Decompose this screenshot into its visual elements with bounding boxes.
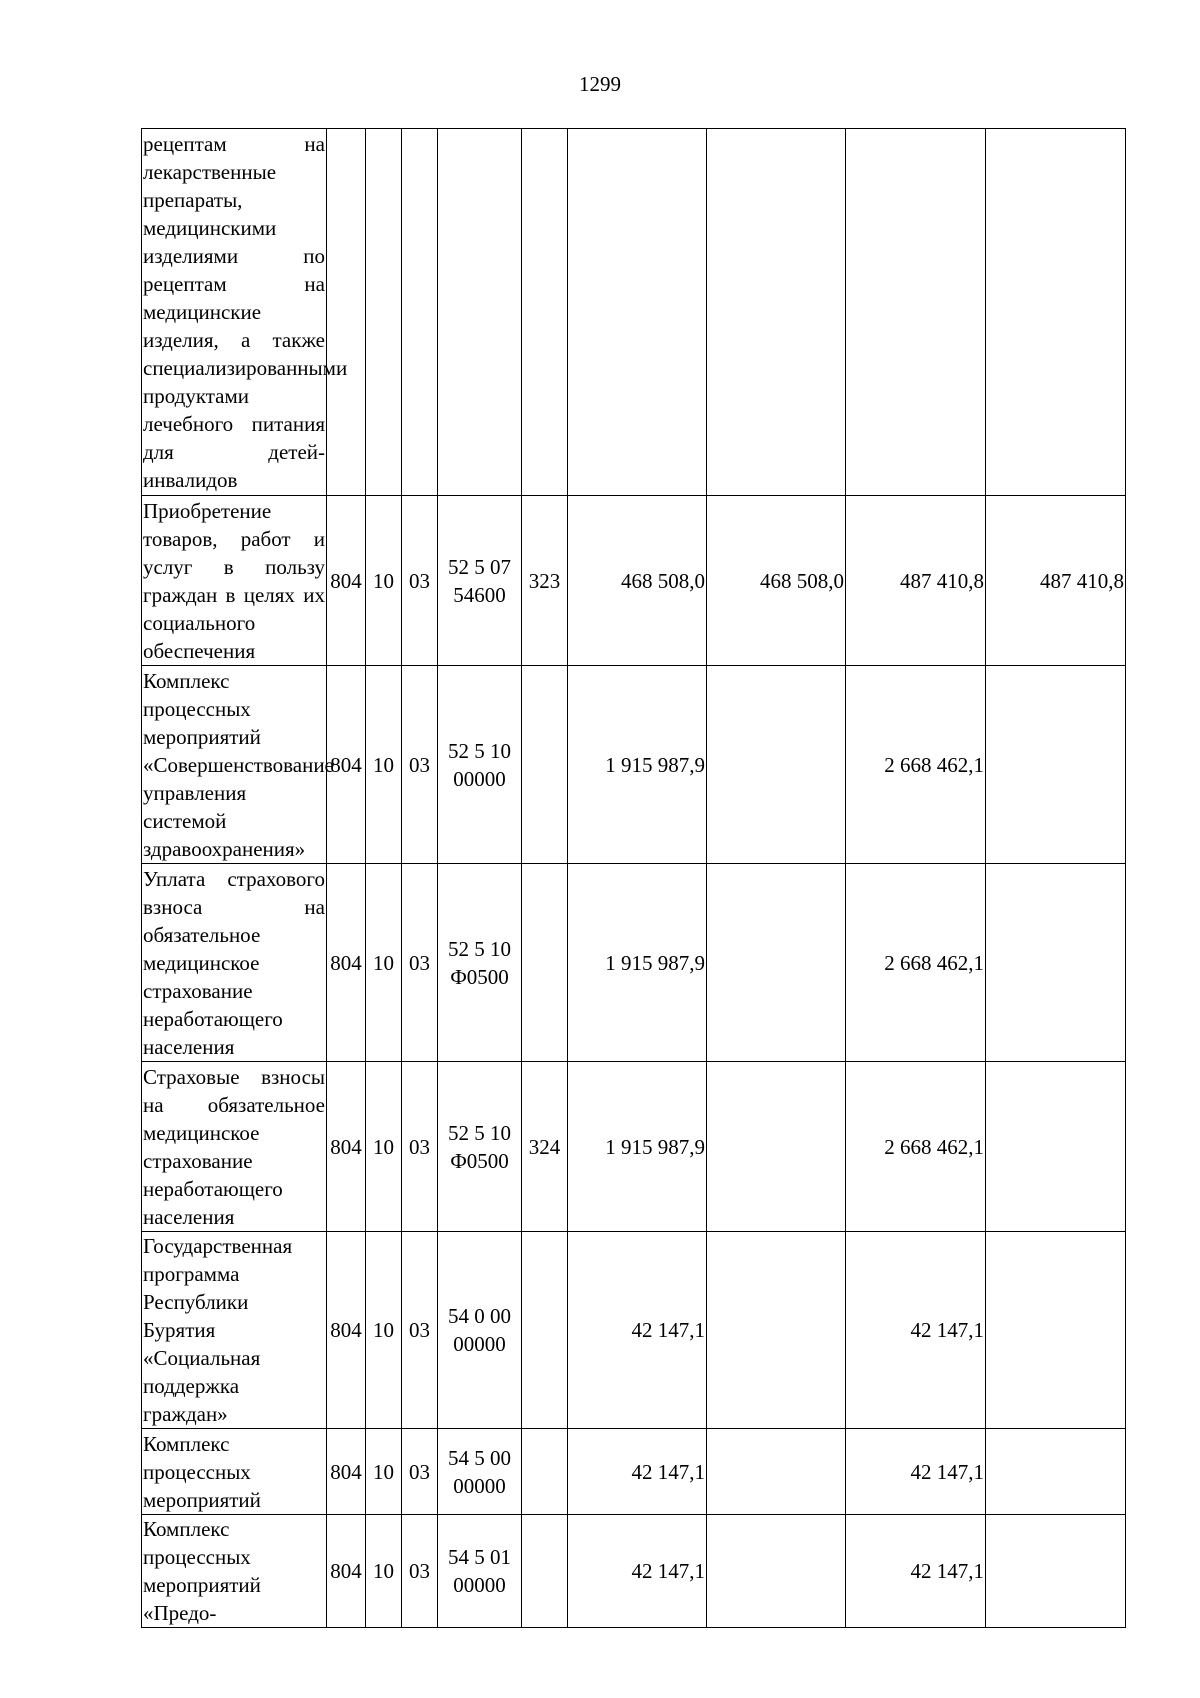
cell-name: Комплекс процессных мероприятий «Предо- xyxy=(142,1515,327,1628)
cell-pr: 03 xyxy=(402,1062,438,1232)
cell-sum-2 xyxy=(707,129,846,496)
cell-sum-3: 42 147,1 xyxy=(846,1232,986,1429)
cell-gr: 804 xyxy=(327,496,366,666)
cell-pr: 03 xyxy=(402,496,438,666)
cell-csr xyxy=(438,129,522,496)
cell-name: рецептам на лекарственные препараты, медицинскими изделиями по рецептам на медицинские изделия, а также специализированными продуктами лечебного питания для детей-инвалидов xyxy=(142,129,327,496)
cell-sum-4 xyxy=(986,1062,1126,1232)
cell-csr: 54 5 01 00000 xyxy=(438,1515,522,1628)
cell-sum-4 xyxy=(986,1515,1126,1628)
cell-vr xyxy=(522,1429,568,1515)
cell-gr xyxy=(327,129,366,496)
cell-sum-1: 1 915 987,9 xyxy=(568,864,707,1062)
cell-gr: 804 xyxy=(327,864,366,1062)
cell-pr: 03 xyxy=(402,1232,438,1429)
cell-rz: 10 xyxy=(366,1232,402,1429)
cell-sum-2 xyxy=(707,666,846,864)
cell-sum-1 xyxy=(568,129,707,496)
cell-pr: 03 xyxy=(402,864,438,1062)
cell-sum-1: 42 147,1 xyxy=(568,1515,707,1628)
cell-csr: 52 5 10 Ф0500 xyxy=(438,1062,522,1232)
cell-pr: 03 xyxy=(402,1515,438,1628)
cell-sum-4 xyxy=(986,666,1126,864)
cell-pr: 03 xyxy=(402,1429,438,1515)
cell-name: Комплекс процессных мероприятий «Совершенствование управления системой здравоохранения» xyxy=(142,666,327,864)
table-row xyxy=(142,1515,1126,1628)
cell-name: Страховые взносы на обязательное медицинское страхование неработающего населения xyxy=(142,1062,327,1232)
cell-sum-4 xyxy=(986,864,1126,1062)
cell-vr: 323 xyxy=(522,496,568,666)
cell-sum-4 xyxy=(986,129,1126,496)
cell-rz: 10 xyxy=(366,496,402,666)
cell-sum-4 xyxy=(986,1429,1126,1515)
cell-rz: 10 xyxy=(366,666,402,864)
page-number: 1299 xyxy=(579,72,621,96)
cell-name: Приобретение товаров, работ и услуг в пользу граждан в целях их социального обеспечения xyxy=(142,496,327,666)
cell-vr xyxy=(522,129,568,496)
cell-sum-1: 468 508,0 xyxy=(568,496,707,666)
table-row xyxy=(142,129,1126,496)
cell-sum-1: 42 147,1 xyxy=(568,1429,707,1515)
cell-gr: 804 xyxy=(327,1062,366,1232)
cell-sum-1: 1 915 987,9 xyxy=(568,666,707,864)
cell-pr: 03 xyxy=(402,666,438,864)
cell-vr xyxy=(522,666,568,864)
cell-csr: 54 0 00 00000 xyxy=(438,1232,522,1429)
cell-sum-4: 487 410,8 xyxy=(986,496,1126,666)
cell-gr: 804 xyxy=(327,666,366,864)
cell-vr xyxy=(522,1232,568,1429)
table-row xyxy=(142,1429,1126,1515)
cell-vr: 324 xyxy=(522,1062,568,1232)
cell-csr: 52 5 10 00000 xyxy=(438,666,522,864)
cell-csr: 54 5 00 00000 xyxy=(438,1429,522,1515)
cell-csr: 52 5 10 Ф0500 xyxy=(438,864,522,1062)
cell-sum-3 xyxy=(846,129,986,496)
cell-sum-3: 42 147,1 xyxy=(846,1429,986,1515)
cell-gr: 804 xyxy=(327,1232,366,1429)
cell-sum-3: 2 668 462,1 xyxy=(846,666,986,864)
cell-csr: 52 5 07 54600 xyxy=(438,496,522,666)
cell-rz: 10 xyxy=(366,1429,402,1515)
cell-sum-3: 2 668 462,1 xyxy=(846,864,986,1062)
cell-gr: 804 xyxy=(327,1515,366,1628)
cell-name: Комплекс процессных мероприятий xyxy=(142,1429,327,1515)
cell-gr: 804 xyxy=(327,1429,366,1515)
cell-pr xyxy=(402,129,438,496)
cell-sum-2 xyxy=(707,1232,846,1429)
table-row xyxy=(142,496,1126,666)
cell-rz xyxy=(366,129,402,496)
cell-sum-2 xyxy=(707,1429,846,1515)
cell-rz: 10 xyxy=(366,1062,402,1232)
cell-sum-3: 2 668 462,1 xyxy=(846,1062,986,1232)
cell-sum-4 xyxy=(986,1232,1126,1429)
cell-rz: 10 xyxy=(366,864,402,1062)
cell-sum-2 xyxy=(707,1515,846,1628)
cell-vr xyxy=(522,864,568,1062)
table-row xyxy=(142,1232,1126,1429)
cell-name: Государственная программа Республики Бурятия «Социальная поддержка граждан» xyxy=(142,1232,327,1429)
cell-sum-2 xyxy=(707,1062,846,1232)
cell-sum-2 xyxy=(707,864,846,1062)
budget-table xyxy=(141,128,1126,1628)
cell-sum-3: 42 147,1 xyxy=(846,1515,986,1628)
cell-rz: 10 xyxy=(366,1515,402,1628)
cell-sum-1: 1 915 987,9 xyxy=(568,1062,707,1232)
table-row xyxy=(142,1062,1126,1232)
cell-sum-2: 468 508,0 xyxy=(707,496,846,666)
cell-sum-1: 42 147,1 xyxy=(568,1232,707,1429)
table-row xyxy=(142,864,1126,1062)
cell-vr xyxy=(522,1515,568,1628)
cell-sum-3: 487 410,8 xyxy=(846,496,986,666)
cell-name: Уплата страхового взноса на обязательное медицинское страхование неработающего населения xyxy=(142,864,327,1062)
table-row xyxy=(142,666,1126,864)
